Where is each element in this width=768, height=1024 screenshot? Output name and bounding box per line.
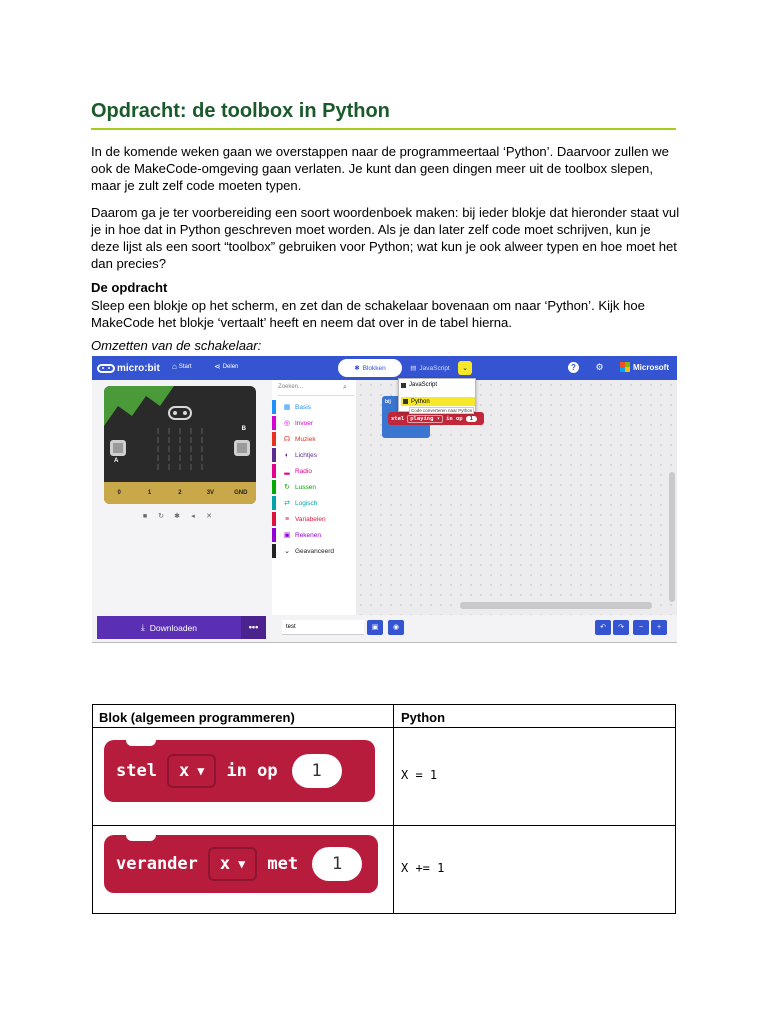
category-color-bar [272,480,276,494]
toolbox-category-rekenen[interactable] [272,528,356,542]
block-python-table [92,704,676,914]
intro-paragraph: In de komende weken gaan we overstappen naar de programmeertaal ‘Python’. Daarvoor zullen we ook de MakeCode-omgeving gaan verlaten. Je kunt dan geen dingen meer uit de toolbox slepen, maar je zult zelf code moeten typen. [91,144,669,193]
restart-icon[interactable]: ↻ [158,513,164,520]
language-dropdown-menu [398,378,476,412]
variable-dropdown[interactable]: playing ▾ [407,415,443,423]
toolbox-category-muziek[interactable] [272,432,356,446]
pin-label[interactable]: 2 [178,490,182,496]
home-label: Start [178,363,192,370]
led-matrix [152,426,208,472]
block-connector: met [267,854,299,874]
category-label: Muziek [295,435,316,443]
category-color-bar [272,432,276,446]
column-divider [393,705,394,913]
signal-icon: ▂ [284,468,290,475]
toolbox-category-lussen[interactable] [272,480,356,494]
on-start-label: bij [385,399,391,405]
lines-icon: ≡ [284,515,290,523]
category-color-bar [272,512,276,526]
category-color-bar [272,400,276,414]
column-header-python: Python [401,710,446,725]
toolbox-category-logisch[interactable] [272,496,356,510]
category-label: Invoer [295,419,314,427]
variable-dropdown: x ▼ [208,847,257,881]
zoom-out-icon[interactable]: − [633,620,649,635]
editor-toggle [338,359,474,377]
toolbox-category-basis[interactable] [272,400,356,414]
button-a-label: A [114,458,119,464]
simulator-controls [140,512,214,522]
category-color-bar [272,464,276,478]
download-label: Downloaden [149,622,198,633]
save-icon[interactable]: ▣ [367,620,383,635]
more-options-button[interactable]: ••• [241,616,266,639]
share-button[interactable] [214,362,238,371]
caret-down-icon: ▼ [197,764,205,778]
grid-icon: ▦ [283,404,291,411]
toolbox-panel [272,380,356,615]
stop-icon[interactable]: ■ [142,513,148,520]
python-code: X = 1 [401,768,438,782]
value-input[interactable]: 1 [466,416,477,422]
block-value: 1 [292,754,342,788]
zoom-in-icon[interactable]: + [651,620,667,635]
block-keyword: verander [116,854,198,874]
mute-icon[interactable]: ◂ [191,513,195,520]
download-icon: ⤓ [140,622,145,632]
search-icon: ⌕ [343,384,347,391]
set-variable-block [104,740,375,802]
microsoft-label: Microsoft [633,362,669,372]
download-button[interactable] [97,616,241,639]
chevron-down-icon: ⌄ [462,365,468,372]
instruction-paragraph: Sleep een blokje op het scherm, en zet dan de schakelaar bovenaan om naar ‘Python’. Kijk hoe MakeCode het blokje ‘vertaalt’ heeft en neem dat over in de tabel hierna. [91,298,645,330]
fullscreen-icon[interactable]: ✕ [206,513,212,520]
set-connector: in op [446,415,463,422]
js-file-icon: ▤ [410,365,417,372]
row-divider [93,825,675,826]
edge-connector [104,482,256,504]
simulator-panel [92,380,272,615]
button-a[interactable] [110,440,126,456]
category-label: Radio [295,467,312,475]
target-icon: ◎ [283,420,291,427]
microsoft-logo [620,362,669,372]
microbit-logo-icon [97,364,115,373]
category-color-bar [272,416,276,430]
toolbox-category-invoer[interactable] [272,416,356,430]
share-label: Delen [222,363,239,370]
menu-item-javascript[interactable] [401,382,437,388]
button-b[interactable] [234,440,250,456]
menu-item-python[interactable] [401,397,475,406]
category-color-bar [272,528,276,542]
category-label: Variabelen [295,515,326,523]
makecode-screenshot [92,356,677,643]
table-header [93,705,675,728]
menu-item-label: Python [411,398,430,405]
category-color-bar [272,448,276,462]
set-keyword: stel [391,415,405,422]
pin-label: GND [234,490,248,496]
project-name-input[interactable]: test [282,620,364,635]
category-label: Basis [295,403,311,411]
slowmo-icon[interactable]: ✱ [174,513,180,520]
category-label: Geavanceerd [295,547,335,555]
microbit-simulator[interactable] [104,386,256,504]
column-header-block: Blok (algemeen programmeren) [99,710,295,725]
shuffle-icon: ⇄ [284,500,290,507]
puzzle-icon: ✱ [354,365,360,372]
category-label: Lichtjes [295,451,318,459]
toolbox-search-input[interactable]: Zoeken... [278,384,354,396]
category-label: Rekenen [295,531,322,539]
block-keyword: stel [116,761,157,781]
javascript-tab-label: JavaScript [419,364,450,372]
calculator-icon: ▣ [283,532,291,539]
section-subheading: De opdracht [91,280,168,295]
category-label: Lussen [295,483,316,491]
javascript-tab[interactable] [404,359,456,377]
category-color-bar [272,496,276,510]
toolbox-category-variabelen[interactable] [272,512,356,526]
button-b-label: B [241,426,246,432]
change-variable-block [104,835,378,893]
js-file-icon [401,383,406,388]
block-connector: in op [226,761,278,781]
toolbox-category-lichtjes[interactable] [272,448,356,462]
blocks-tab-label: Blokken [362,364,386,372]
board-logo-icon [168,406,192,420]
horizontal-scrollbar[interactable] [460,602,652,609]
headphones-icon: ☊ [283,436,291,443]
toolbox-category-radio[interactable] [272,464,356,478]
microbit-logo[interactable] [97,361,160,375]
vertical-scrollbar[interactable] [669,472,675,602]
figure-caption: Omzetten van de schakelaar: [91,338,262,353]
home-icon: ⌂ [172,362,177,371]
menu-item-label: JavaScript [409,382,438,388]
pin-label[interactable]: 1 [147,490,152,496]
python-icon [403,399,408,404]
help-icon[interactable]: ? [568,362,579,373]
block-value: 1 [312,847,362,881]
makecode-bottombar [92,615,677,643]
loop-icon: ↻ [284,484,290,491]
gear-icon[interactable]: ⚙ [595,362,604,372]
pin-label[interactable]: 0 [117,490,121,496]
page-title: Opdracht: de toolbox in Python [91,100,676,130]
share-icon: ⋖ [214,362,221,371]
category-color-bar [272,544,276,558]
logo-text: micro:bit [117,362,160,374]
github-icon[interactable]: ◉ [388,620,404,635]
pin-label: 3V [206,490,215,496]
language-dropdown-button[interactable] [458,361,472,375]
tooltip: Code converteren naar Python [411,408,473,413]
makecode-topbar [92,356,677,380]
microsoft-grid-icon [620,362,630,372]
python-code: X += 1 [401,861,445,875]
chevron-down-icon: ⌄ [284,548,290,555]
toolbox-category-geavanceerd[interactable] [272,544,356,558]
toggle-icon: ◐ [284,451,290,459]
home-button[interactable] [172,362,192,371]
caret-down-icon: ▼ [238,857,246,871]
category-label: Logisch [295,499,318,507]
blocks-tab[interactable] [338,359,402,377]
redo-icon[interactable]: ↷ [613,620,629,635]
explanation-paragraph: Daarom ga je ter voorbereiding een soort woordenboek maken: bij ieder blokje dat hieronder staat vul je in hoe dat in Python geschreven moet worden. Als je dan later zelf code moet schrijven, kun je deze lijst als een soort “toolbox” gebruiken voor Python; wat kun je ook alweer typen en hoe moet het dan precies? [91,205,680,271]
variable-dropdown: x ▼ [167,754,216,788]
undo-icon[interactable]: ↶ [595,620,611,635]
